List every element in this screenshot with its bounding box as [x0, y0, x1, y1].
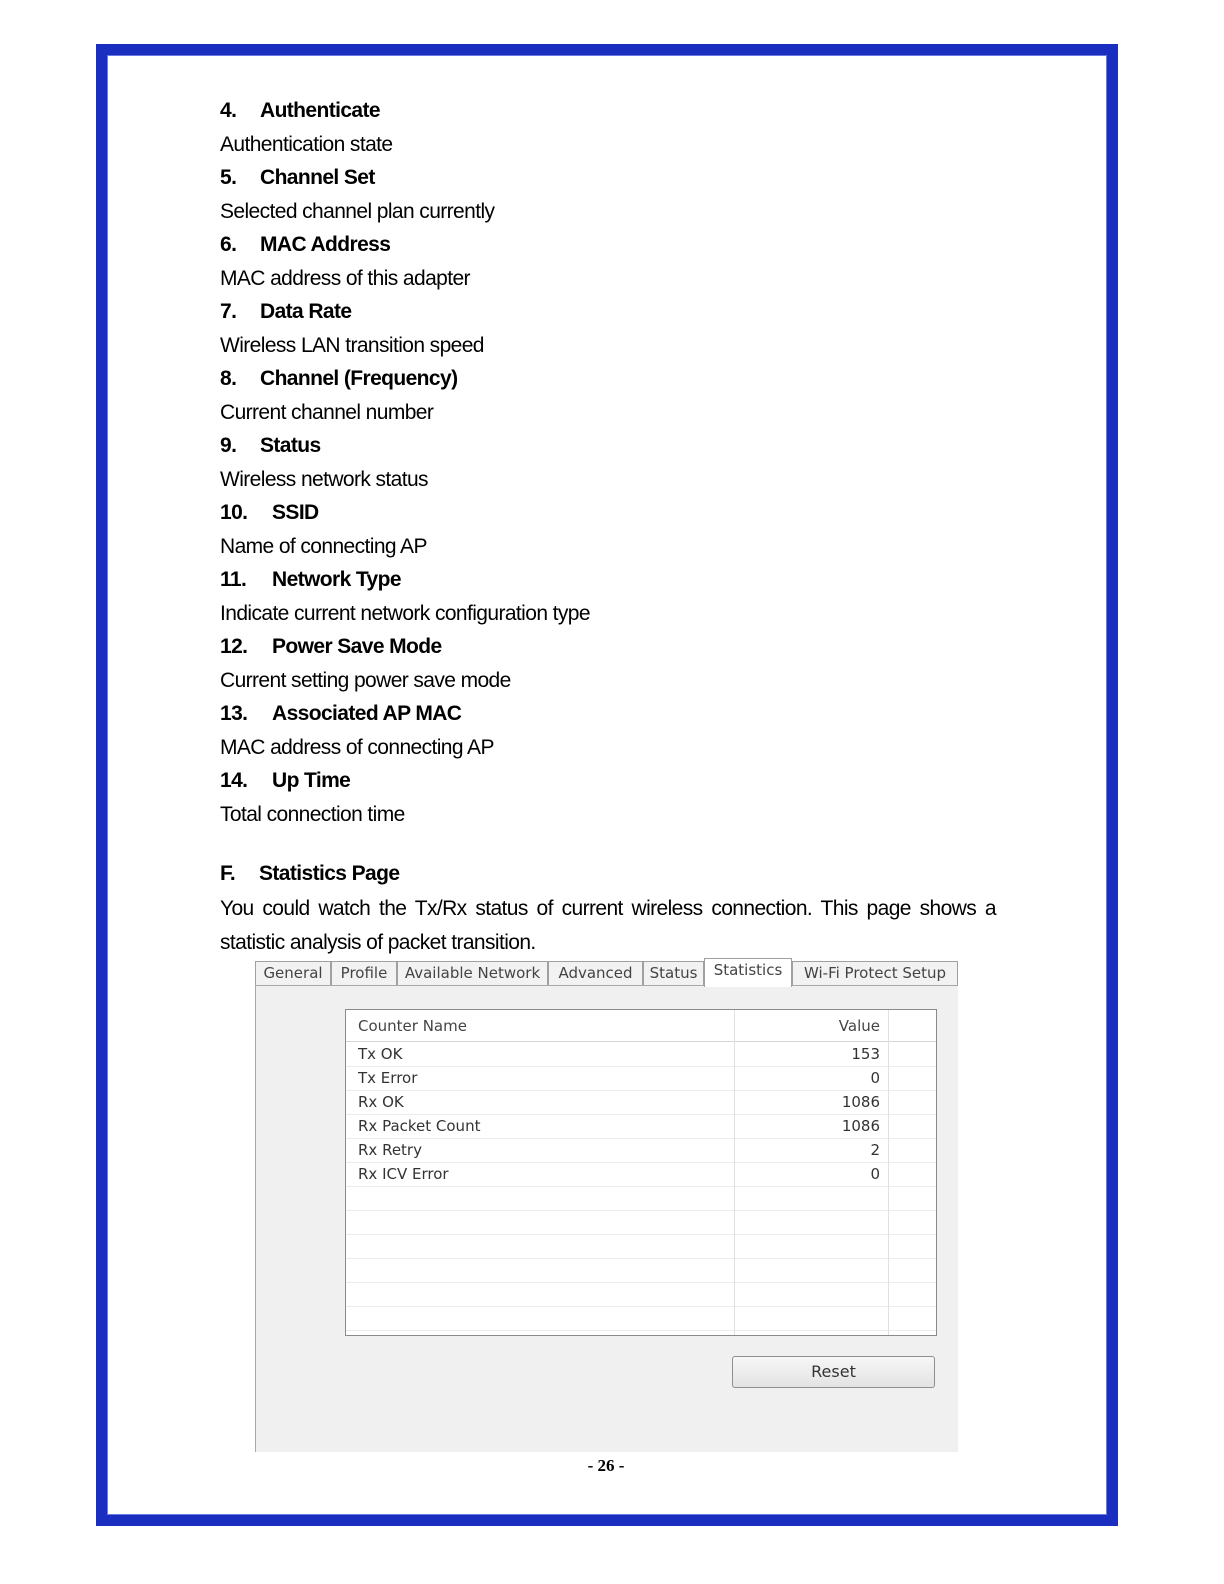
- tab-statistics[interactable]: Statistics: [704, 958, 792, 987]
- counter-name: Rx OK: [358, 1093, 404, 1111]
- item-title: Channel Set: [260, 166, 375, 189]
- item-number: 6.: [220, 233, 237, 256]
- counter-name: Rx Packet Count: [358, 1117, 481, 1135]
- item-title: Power Save Mode: [272, 635, 442, 658]
- section-number: F.: [220, 862, 236, 885]
- section-title: Statistics Page: [259, 862, 400, 885]
- item-number: 10.: [220, 501, 248, 524]
- counter-value: 1086: [841, 1117, 880, 1135]
- table-row[interactable]: [346, 1066, 936, 1091]
- manual-content: [220, 96, 996, 959]
- item-title: Status: [260, 434, 321, 457]
- table-row[interactable]: [346, 1090, 936, 1115]
- tab-bar: [255, 958, 958, 986]
- item-description: Total connection time: [220, 802, 405, 826]
- item-number: 8.: [220, 367, 237, 390]
- counter-name: Tx Error: [358, 1069, 418, 1087]
- section-paragraph: You could watch the Tx/Rx status of current wireless connection. This page shows a statistic analysis of packet transition.: [220, 897, 996, 954]
- empty-row: [346, 1234, 936, 1259]
- table-row[interactable]: [346, 1042, 936, 1067]
- item-heading: [220, 699, 996, 733]
- item-title: Up Time: [272, 769, 351, 792]
- utility-window: [255, 958, 958, 1452]
- reset-button[interactable]: Reset: [732, 1356, 935, 1388]
- item-title: Data Rate: [260, 300, 352, 323]
- item-list: [220, 96, 996, 833]
- item-description: Current setting power save mode: [220, 668, 511, 692]
- item-heading: [220, 96, 996, 130]
- counter-name: Tx OK: [358, 1045, 403, 1063]
- item-number: 7.: [220, 300, 237, 323]
- item-title: Associated AP MAC: [272, 702, 462, 725]
- tab-advanced[interactable]: Advanced: [548, 961, 643, 985]
- item-heading: [220, 230, 996, 264]
- item-number: 5.: [220, 166, 237, 189]
- table-header: [346, 1010, 936, 1042]
- counter-value: 153: [851, 1045, 880, 1063]
- item-heading: [220, 565, 996, 599]
- empty-row: [346, 1282, 936, 1307]
- counter-value: 2: [870, 1141, 880, 1159]
- empty-row: [346, 1306, 936, 1331]
- item-heading: [220, 431, 996, 465]
- item-title: Network Type: [272, 568, 401, 591]
- item-description: Current channel number: [220, 400, 434, 424]
- empty-row: [346, 1258, 936, 1283]
- statistics-table: [345, 1009, 937, 1336]
- tab-available-network[interactable]: Available Network: [397, 961, 548, 985]
- tab-general[interactable]: General: [255, 961, 331, 985]
- item-heading: [220, 297, 996, 331]
- column-divider: [734, 1010, 735, 1335]
- table-row[interactable]: [346, 1138, 936, 1163]
- item-heading: [220, 163, 996, 197]
- empty-row: [346, 1210, 936, 1235]
- item-heading: [220, 766, 996, 800]
- item-number: 12.: [220, 635, 248, 658]
- item-description: Indicate current network configuration type: [220, 601, 590, 625]
- counter-value: 1086: [841, 1093, 880, 1111]
- item-title: Channel (Frequency): [260, 367, 458, 390]
- tab-profile[interactable]: Profile: [331, 961, 397, 985]
- counter-value: 0: [870, 1165, 880, 1183]
- item-description: MAC address of this adapter: [220, 266, 470, 290]
- item-heading: [220, 498, 996, 532]
- item-description: Name of connecting AP: [220, 534, 427, 558]
- item-description: Authentication state: [220, 132, 393, 156]
- item-description: MAC address of connecting AP: [220, 735, 494, 759]
- item-heading: [220, 632, 996, 666]
- column-header-value[interactable]: Value: [838, 1017, 880, 1035]
- counter-name: Rx ICV Error: [358, 1165, 449, 1183]
- item-title: MAC Address: [260, 233, 391, 256]
- item-title: Authenticate: [260, 99, 380, 122]
- item-heading: [220, 364, 996, 398]
- table-row[interactable]: [346, 1114, 936, 1139]
- column-header-counter-name[interactable]: Counter Name: [358, 1017, 467, 1035]
- column-divider: [888, 1010, 889, 1335]
- tab-wifi-protect-setup[interactable]: Wi-Fi Protect Setup: [792, 961, 958, 985]
- counter-name: Rx Retry: [358, 1141, 422, 1159]
- item-description: Selected channel plan currently: [220, 199, 495, 223]
- item-title: SSID: [272, 501, 319, 524]
- tab-status[interactable]: Status: [643, 961, 704, 985]
- item-number: 4.: [220, 99, 237, 122]
- item-number: 13.: [220, 702, 248, 725]
- table-row[interactable]: [346, 1162, 936, 1187]
- page-number: - 26 -: [587, 1456, 625, 1475]
- item-description: Wireless LAN transition speed: [220, 333, 484, 357]
- item-number: 9.: [220, 434, 237, 457]
- section-heading: [220, 859, 996, 892]
- statistics-panel: [255, 985, 958, 1452]
- empty-row: [346, 1186, 936, 1211]
- item-number: 11.: [220, 568, 247, 591]
- counter-value: 0: [870, 1069, 880, 1087]
- item-description: Wireless network status: [220, 467, 428, 491]
- item-number: 14.: [220, 769, 248, 792]
